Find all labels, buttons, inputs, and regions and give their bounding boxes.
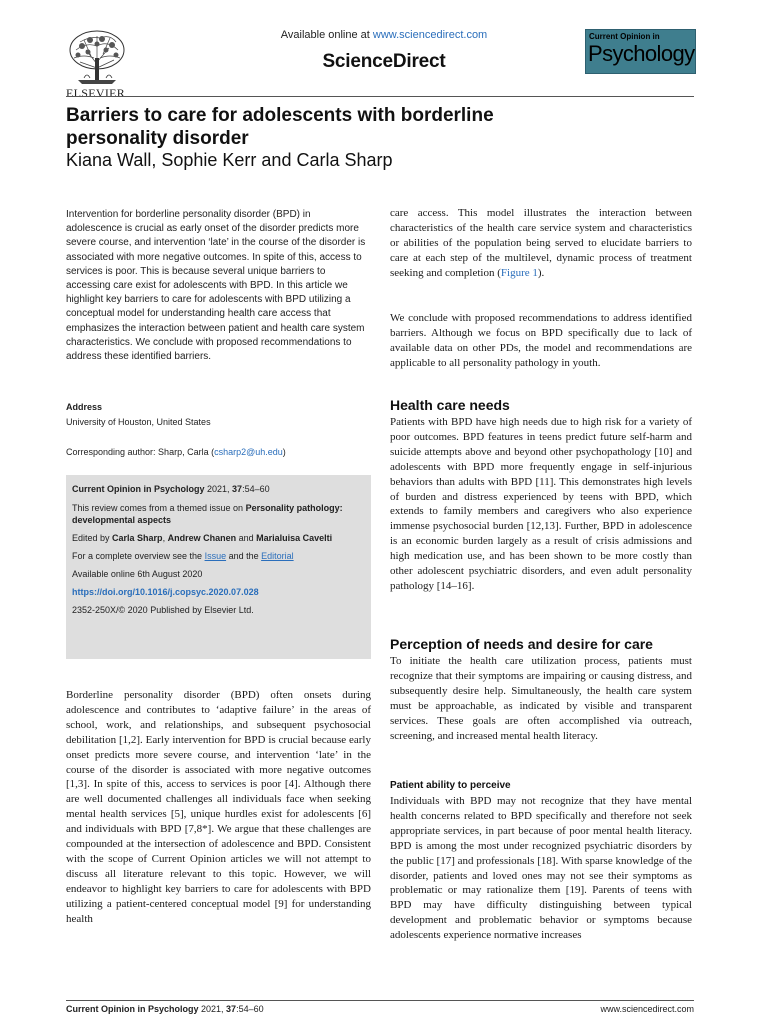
infobox-year: 2021, (204, 484, 233, 494)
sciencedirect-link[interactable]: www.sciencedirect.com (372, 29, 488, 41)
section-heading-health-care-needs: Health care needs (390, 397, 510, 413)
subsection-heading-ability: Patient ability to perceive (390, 780, 511, 791)
available-prefix: Available online at (280, 29, 373, 41)
infobox-available: Available online 6th August 2020 (72, 569, 203, 579)
infobox-copyright: 2352-250X/© 2020 Published by Elsevier Ltd. (72, 605, 254, 615)
publisher-name: ELSEVIER (66, 86, 126, 100)
corresponding-prefix: Corresponding author: Sharp, Carla ( (66, 447, 215, 457)
footer-citation (66, 1004, 264, 1014)
footer-website: www.sciencedirect.com (600, 1004, 694, 1014)
doi-link[interactable]: https://doi.org/10.1016/j.copsyc.2020.07.028 (72, 587, 259, 597)
issue-link[interactable]: Issue (204, 551, 227, 561)
infobox-doi (72, 587, 259, 597)
footer-year: 2021, (198, 1004, 227, 1014)
model-paragraph-text: care access. This model illustrates the interaction between characteristics of the health care service system and characteristics or abilities of the population being served to elucidate barriers to care at each step of the multilevel, dynamic process of treatment seeking and completion ( (390, 207, 692, 279)
platform-name: ScienceDirect (322, 51, 446, 72)
corresponding-suffix: ) (282, 447, 286, 457)
footer-divider (66, 1000, 694, 1001)
footer-pages: :54–60 (236, 1004, 264, 1014)
edited-prefix: Edited by (72, 533, 113, 543)
infobox-citation (72, 484, 270, 494)
perception-paragraph: To initiate the health care utilization process, patients must recognize that their symptoms are impairing or causing distress, and subsequently desire help. Simultaneously, the health care system must be approachable, as indicated by visible and transparent services. These goals are often accomplished via outreach, screening, and increased mental health literacy. (390, 655, 692, 742)
editor-sep-1: , (162, 533, 168, 543)
editor-b: Andrew Chanen (167, 533, 237, 543)
editor-a: Carla Sharp (112, 533, 163, 543)
editor-sep-2: and (236, 533, 257, 543)
corresponding-author (66, 447, 286, 457)
overview-prefix: For a complete overview see the (72, 551, 205, 561)
address-label: Address (66, 402, 103, 412)
address: University of Houston, United States (66, 417, 211, 427)
editorial-link[interactable]: Editorial (261, 551, 294, 561)
article-title: Barriers to care for adolescents with borderline personality disorder (66, 105, 494, 149)
overview-mid: and the (226, 551, 262, 561)
intro-paragraph: Borderline personality disorder (BPD) often onsets during adolescence and contributes to ‘adaptive failure’ in the areas of school, work, and relationships, and subsequent psychosocial debilitation [1,2]. Early intervention for BPD is crucial because early onset predicts more severe course, and intervention ‘late’ in the course of the disorder is associated with more negative outcomes [1,3]. In spite of this, access to services is poor [4]. Although there are well documented challenges all individuals face when seeking mental health services [5], unique hurdles exist for adolescents [6] and individuals with BPD [7,8*]. We argue that these challenges are compounded at the intersection of adolescence and BPD. Consistent with the scope of Current Opinion articles we will not attempt to discuss all literature relevant to this topic. However, we will endeavor to highlight key barriers to care for adolescents with BPD utilizing a patient-centered conceptual model [9] for understanding health (66, 689, 371, 925)
themed-topic: Personality pathology: developmental aspects (72, 503, 343, 525)
header-divider (66, 96, 694, 97)
health-care-needs-paragraph: Patients with BPD have high needs due to high risk for a variety of poor outcomes. BPD features in teens predict future self-harm and suicide attempts above and beyond other psychopathology [10] and adolescents with BPD more frequently engage in self-injurious behaviors than adults with BPD [11]. This demonstrates high levels of burden and distress experienced by teens with BPD, which extends to family members and caregivers who also experience immense psychosocial burden [12,13]. Further, BPD in adolescence is an economic burden largely as a result of crisis admissions and high medication use, and has been shown to be more costly than other adolescent psychiatric disorders, and even adult personality pathology [14–16]. (390, 416, 692, 592)
footer-volume: 37 (226, 1004, 237, 1014)
model-paragraph-end: ). (537, 266, 545, 279)
abstract: Intervention for borderline personality disorder (BPD) in adolescence is crucial as early onset of the disorder predicts more severe course, and intervention ‘late’ in the course of the disorder is associated with more negative outcomes. In spite of this, access to services is poor. This is because several unique barriers to accessing care exist for adolescents with BPD. In this article we highlight key barriers to care for adolescents with BPD utilizing a conceptual model for understanding health care access that emphasizes the interaction between patient and health care system characteristics. We conclude with proposed recommendations to address these identified barriers. (66, 209, 366, 363)
infobox-volume: 37 (232, 484, 243, 494)
editor-c: Marialuisa Cavelti (256, 533, 333, 543)
infobox-themed-issue (72, 502, 362, 526)
infobox-overview (72, 551, 294, 561)
footer-journal: Current Opinion in Psychology (66, 1004, 199, 1014)
section-heading-perception: Perception of needs and desire for care (390, 636, 653, 652)
themed-prefix: This review comes from a themed issue on (72, 503, 246, 513)
article-info-box (66, 475, 371, 659)
recommendations-paragraph: We conclude with proposed recommendations to address identified barriers. Although we focus on BPD specifically due to lack of available data on other PDs, the model and recommendations are applicable to all personality pathology in youth. (390, 312, 692, 369)
model-paragraph (390, 206, 692, 281)
ability-paragraph: Individuals with BPD may not recognize that they have mental health concerns related to BPD specifically and therefore not seek appropriate services, in part because of poor mental health literacy. BPD is among the most under recognized psychiatric disorders by the public [17] and professionals [18]. With sparse knowledge of the disorder, patients and loved ones may not see their symptoms as problematic or may rationalize them [19]. Parents of teens with BPD may have difficulty distinguishing between typical development and problematic behavior or symptoms because adolescents experience normative increases (390, 795, 692, 942)
article-authors: Kiana Wall, Sophie Kerr and Carla Sharp (66, 150, 393, 170)
infobox-journal: Current Opinion in Psychology (72, 484, 205, 494)
journal-cover-main: Psychology (588, 41, 695, 66)
infobox-editors (72, 533, 332, 543)
journal-cover (585, 29, 696, 74)
journal-cover-top: Current Opinion in (589, 32, 660, 41)
infobox-pages: :54–60 (242, 484, 270, 494)
figure-1-link[interactable]: Figure 1 (500, 266, 538, 279)
corresponding-email-link[interactable]: csharp2@uh.edu (214, 447, 283, 457)
